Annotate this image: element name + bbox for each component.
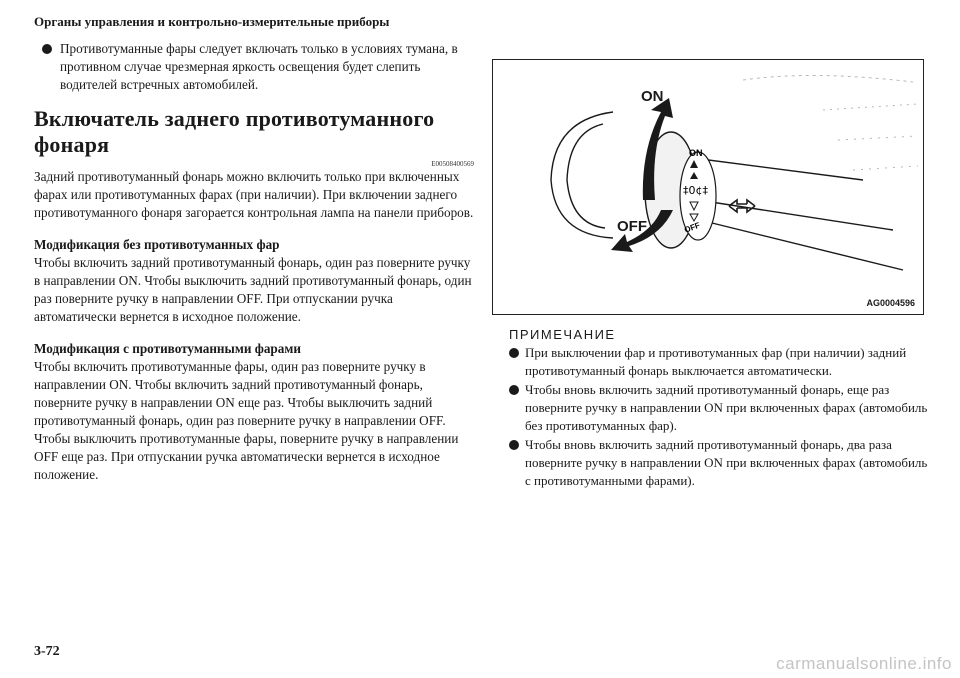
lever-stalk bbox=[551, 112, 903, 270]
fog-lamp-switch-figure bbox=[492, 59, 924, 315]
note-item-text: Чтобы вновь включить задний противотуманный фонарь, два раза поверните ручку в направлении ON при включенных фарах (автомобиль с противотуманными фарами). bbox=[525, 437, 928, 488]
subsection2-title: Модификация с противотуманными фарами bbox=[34, 341, 301, 356]
note-item bbox=[509, 344, 929, 380]
note-item bbox=[509, 436, 929, 490]
bullet-icon bbox=[509, 440, 519, 450]
note-item-text: При выключении фар и противотуманных фар (при наличии) задний противотуманный фонарь выключается автоматически. bbox=[525, 345, 907, 378]
note-block bbox=[509, 327, 929, 491]
watermark: carmanualsonline.info bbox=[776, 654, 952, 673]
subsection2-text: Чтобы включить противотуманные фары, один раз поверните ручку в направлении ON. Чтобы включить задний противотуманный фонарь, поверните ручку в направлении ON еще раз. Чтобы выключить задний противотуманный фонарь, один раз поверните ручку в направлении OFF. Чтобы выключить противотуманные фары, поверните ручку в направлении OFF еще раз. При отпускании ручка автоматически вернется в исходное положение. bbox=[34, 359, 459, 482]
bullet-icon bbox=[509, 348, 519, 358]
section-code: E00508400569 bbox=[431, 160, 474, 168]
running-header: Органы управления и контрольно-измерительные приборы bbox=[34, 14, 390, 29]
switch-on-mark: ON bbox=[689, 148, 703, 158]
subsection1-title: Модификация без противотуманных фар bbox=[34, 237, 280, 252]
note-title: ПРИМЕЧАНИЕ bbox=[509, 327, 616, 342]
bullet-icon bbox=[42, 44, 52, 54]
bullet-icon bbox=[509, 385, 519, 395]
intro-bullet bbox=[34, 40, 474, 94]
switch-off-mark: OFF bbox=[683, 220, 702, 235]
figure-on-label: ON bbox=[641, 88, 664, 105]
section-title: Включатель заднего противотуманного фонаря bbox=[34, 106, 435, 157]
figure-code: AG0004596 bbox=[866, 298, 915, 308]
dashboard-background bbox=[743, 75, 918, 170]
left-column bbox=[34, 40, 474, 484]
subsection1-text: Чтобы включить задний противотуманный фонарь, один раз поверните ручку в направлении ON. Чтобы выключить задний противотуманный фонарь, один раз поверните ручку в направлении OFF. При отпускании ручка автоматически вернется в исходное положение. bbox=[34, 255, 472, 324]
note-item bbox=[509, 381, 929, 435]
switch-illustration bbox=[493, 60, 924, 315]
page-number: 3-72 bbox=[34, 644, 60, 659]
section-paragraph: Задний противотуманный фонарь можно включить только при включенных фарах или противотуманных фарах (при наличии). При включении заднего противотуманного фонаря загорается контрольная лампа на панели приборов. bbox=[34, 169, 474, 220]
rear-fog-symbol-icon: ‡0¢‡ bbox=[683, 184, 708, 197]
note-item-text: Чтобы вновь включить задний противотуманный фонарь, еще раз поверните ручку в направлении ON при включенных фарах (автомобиль без противотуманных фар). bbox=[525, 382, 928, 433]
figure-off-label: OFF bbox=[617, 218, 647, 235]
intro-bullet-text: Противотуманные фары следует включать только в условиях тумана, в противном случае чрезмерная яркость освещения будет слепить водителей встречных автомобилей. bbox=[60, 41, 458, 92]
